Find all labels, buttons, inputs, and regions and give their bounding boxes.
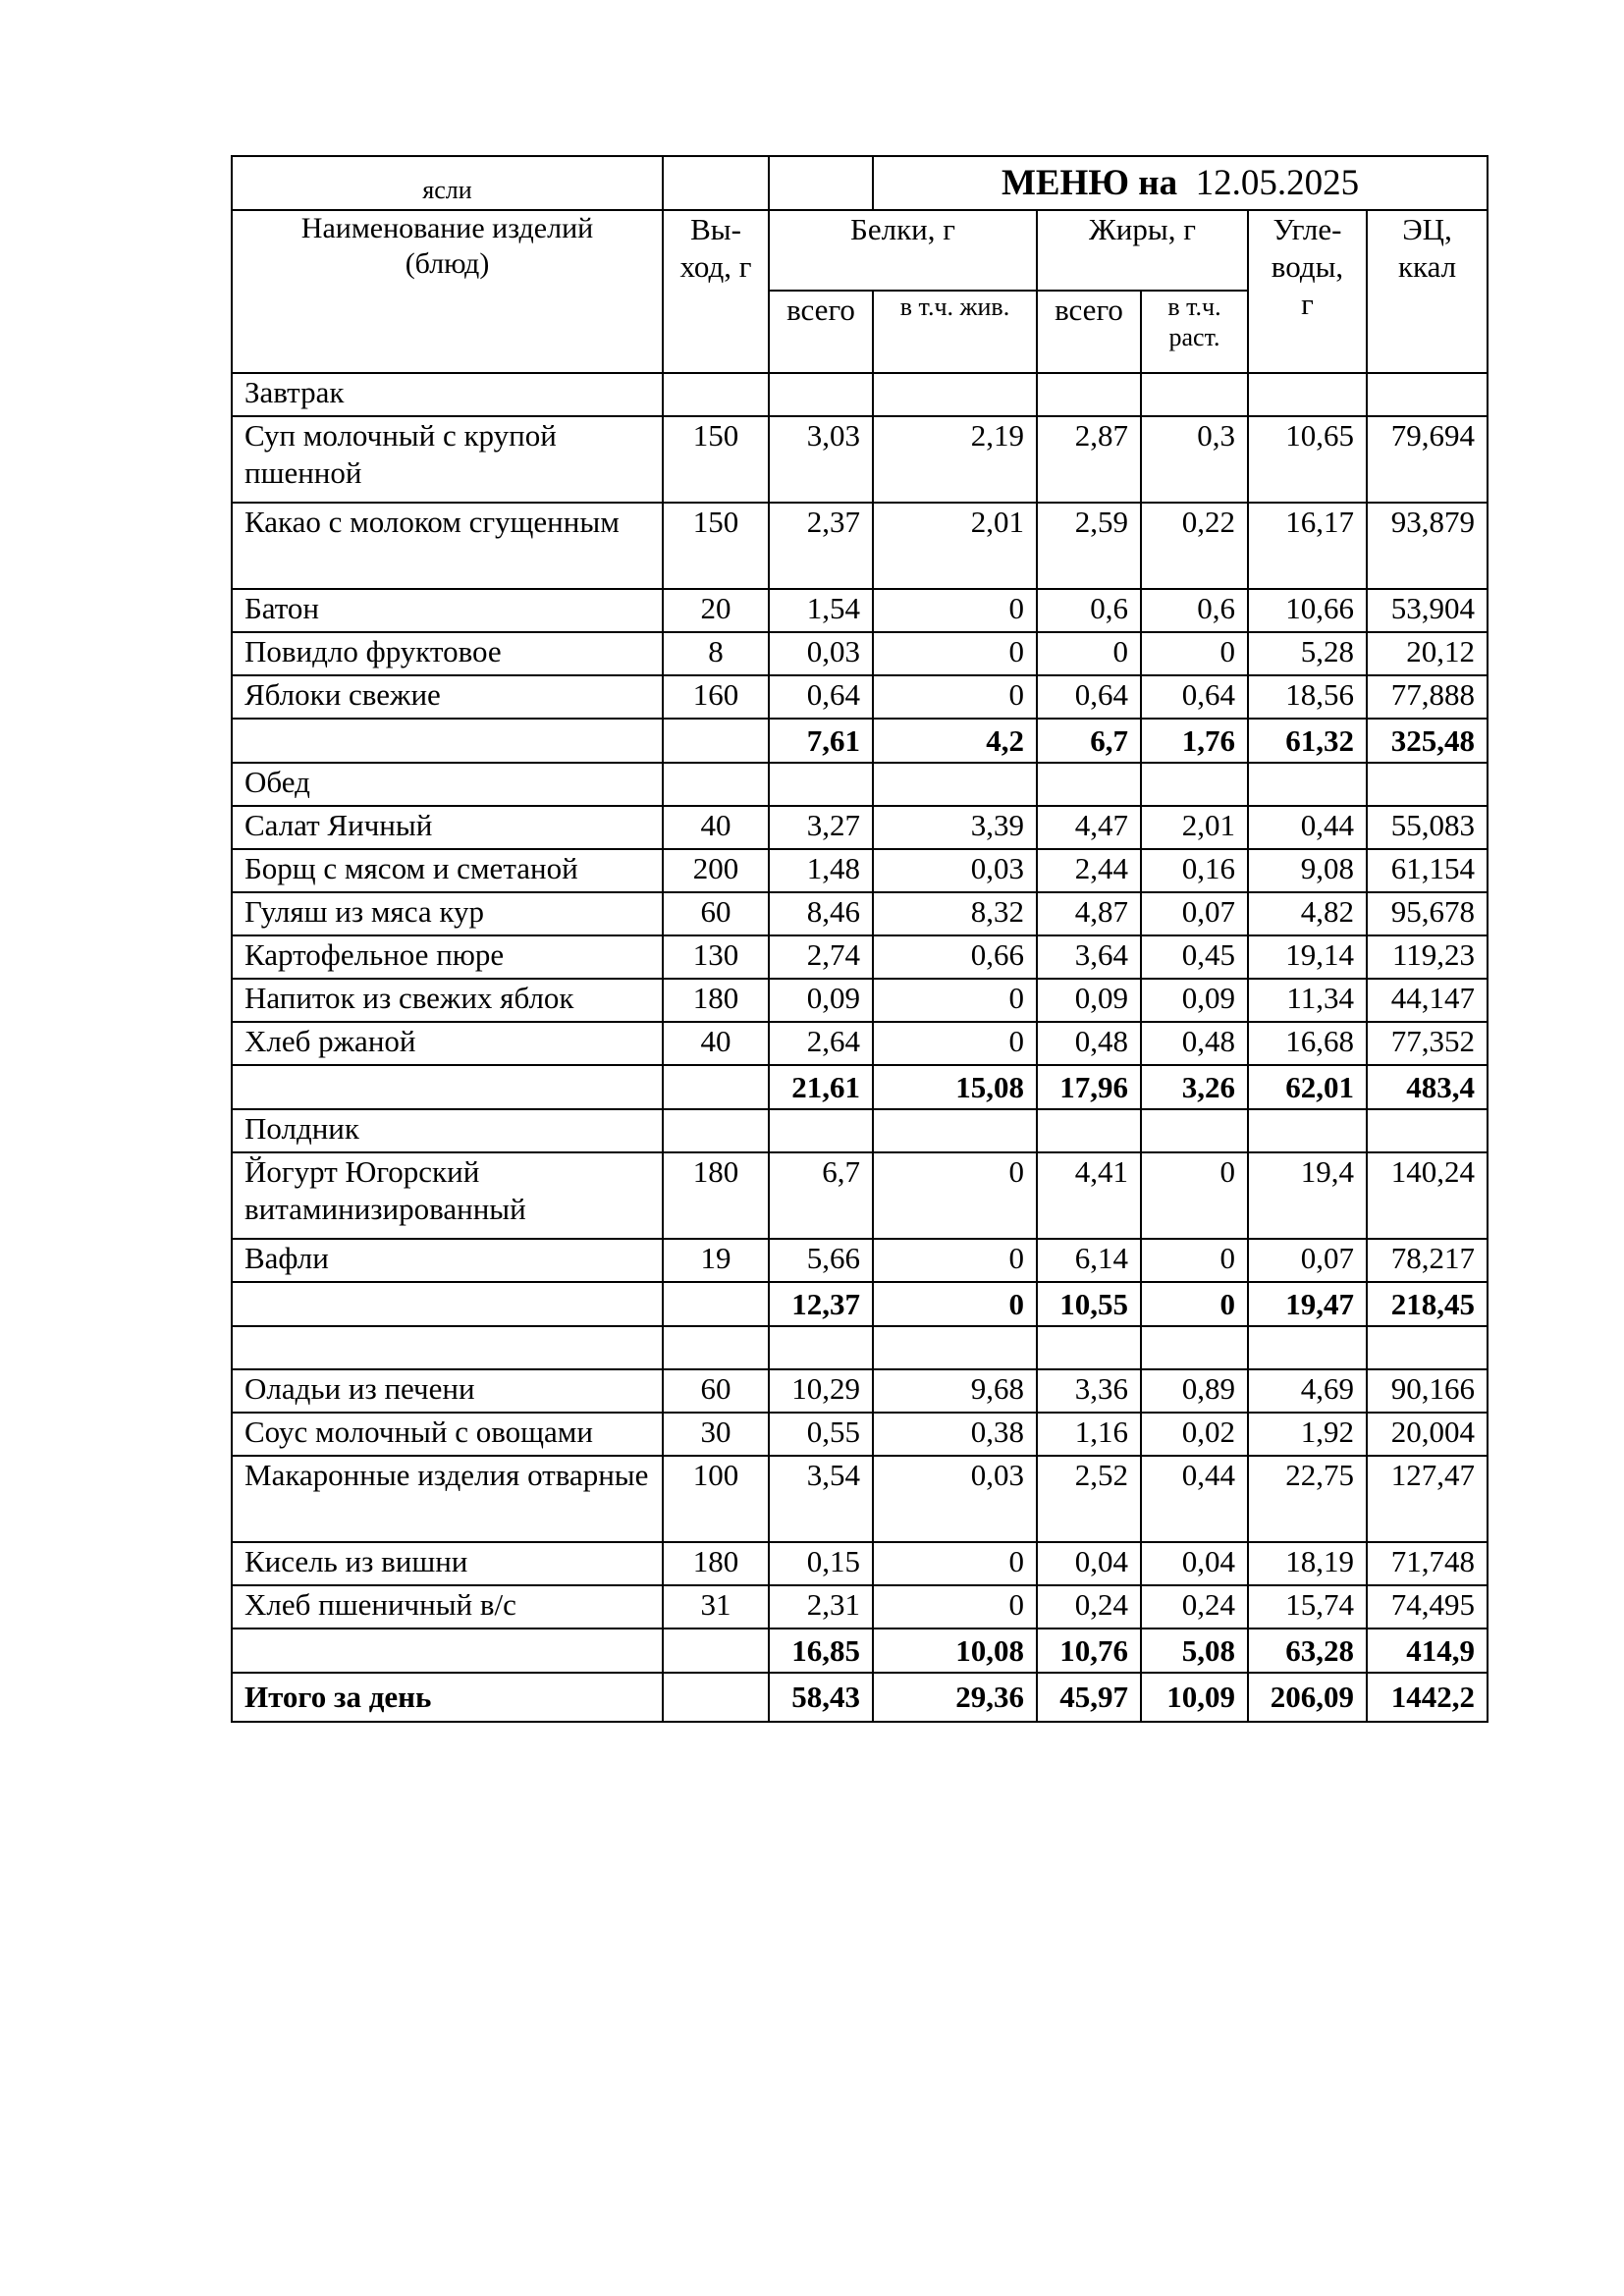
empty-cell xyxy=(1141,763,1248,806)
proteins-value: 3,03 xyxy=(769,416,873,503)
proteins-animal-value: 8,32 xyxy=(873,892,1037,935)
empty-cell xyxy=(769,373,873,416)
dish-name: Суп молочный с крупой пшенной xyxy=(232,416,663,503)
dish-name: Батон xyxy=(232,589,663,632)
col-header-proteins-animal: в т.ч. жив. xyxy=(873,291,1037,373)
empty-cell xyxy=(1248,763,1367,806)
yield-value: 30 xyxy=(663,1413,769,1456)
fats-plant-value: 0,45 xyxy=(1141,935,1248,979)
fats-plant-value: 0 xyxy=(1141,1239,1248,1282)
energy-value: 78,217 xyxy=(1367,1239,1488,1282)
carbs-value: 16,17 xyxy=(1248,503,1367,589)
proteins-value: 0,15 xyxy=(769,1542,873,1585)
empty-cell xyxy=(663,1673,769,1722)
empty-cell xyxy=(873,763,1037,806)
fats-plant-value: 0 xyxy=(1141,632,1248,675)
empty-cell xyxy=(1141,1326,1248,1369)
energy-value: 20,12 xyxy=(1367,632,1488,675)
section-title: Обед xyxy=(232,763,663,806)
fats-value: 0,24 xyxy=(1037,1585,1141,1629)
section-title: Завтрак xyxy=(232,373,663,416)
proteins-value: 0,03 xyxy=(769,632,873,675)
fats-value: 4,87 xyxy=(1037,892,1141,935)
empty-header-cell xyxy=(663,156,769,210)
total-proteins-animal-value: 15,08 xyxy=(873,1065,1037,1109)
yield-value: 8 xyxy=(663,632,769,675)
grand-total-energy-value: 1442,2 xyxy=(1367,1673,1488,1722)
empty-cell xyxy=(1037,763,1141,806)
total-proteins-value: 7,61 xyxy=(769,719,873,763)
proteins-animal-value: 0,66 xyxy=(873,935,1037,979)
empty-cell xyxy=(663,1282,769,1326)
energy-value: 140,24 xyxy=(1367,1152,1488,1239)
proteins-animal-value: 0 xyxy=(873,1542,1037,1585)
fats-plant-value: 0,07 xyxy=(1141,892,1248,935)
fats-value: 3,36 xyxy=(1037,1369,1141,1413)
group-label: ясли xyxy=(232,156,663,210)
fats-value: 4,41 xyxy=(1037,1152,1141,1239)
empty-cell xyxy=(663,763,769,806)
table-row xyxy=(232,935,1488,979)
table-row xyxy=(232,1239,1488,1282)
empty-cell xyxy=(663,1065,769,1109)
proteins-value: 3,54 xyxy=(769,1456,873,1542)
empty-cell xyxy=(1367,763,1488,806)
empty-cell xyxy=(663,719,769,763)
menu-label: МЕНЮ на xyxy=(1001,162,1178,203)
table-row xyxy=(232,1413,1488,1456)
carbs-value: 9,08 xyxy=(1248,849,1367,892)
energy-value: 95,678 xyxy=(1367,892,1488,935)
fats-plant-value: 0,24 xyxy=(1141,1585,1248,1629)
section-title xyxy=(232,1326,663,1369)
empty-cell xyxy=(1037,373,1141,416)
carbs-value: 11,34 xyxy=(1248,979,1367,1022)
yield-value: 180 xyxy=(663,979,769,1022)
energy-value: 93,879 xyxy=(1367,503,1488,589)
proteins-animal-value: 0 xyxy=(873,1585,1037,1629)
carbs-value: 0,44 xyxy=(1248,806,1367,849)
dish-name: Картофельное пюре xyxy=(232,935,663,979)
yield-value: 20 xyxy=(663,589,769,632)
table-row xyxy=(232,1585,1488,1629)
proteins-animal-value: 0 xyxy=(873,1152,1037,1239)
empty-cell xyxy=(663,1629,769,1673)
dish-name: Салат Яичный xyxy=(232,806,663,849)
grand-total-carbs-value: 206,09 xyxy=(1248,1673,1367,1722)
energy-value: 55,083 xyxy=(1367,806,1488,849)
yield-value: 60 xyxy=(663,892,769,935)
yield-value: 19 xyxy=(663,1239,769,1282)
menu-table xyxy=(231,155,1489,1723)
col-header-proteins-total: всего xyxy=(769,291,873,373)
dish-name: Вафли xyxy=(232,1239,663,1282)
fats-value: 6,14 xyxy=(1037,1239,1141,1282)
col-header-proteins: Белки, г xyxy=(769,210,1037,291)
carbs-value: 16,68 xyxy=(1248,1022,1367,1065)
energy-value: 61,154 xyxy=(1367,849,1488,892)
yield-value: 180 xyxy=(663,1542,769,1585)
empty-cell xyxy=(1248,373,1367,416)
carbs-value: 10,65 xyxy=(1248,416,1367,503)
yield-value: 150 xyxy=(663,416,769,503)
carbs-value: 5,28 xyxy=(1248,632,1367,675)
fats-value: 0,6 xyxy=(1037,589,1141,632)
dish-name: Яблоки свежие xyxy=(232,675,663,719)
col-header-yield: Вы-ход, г xyxy=(663,210,769,373)
fats-value: 2,87 xyxy=(1037,416,1141,503)
empty-cell xyxy=(232,719,663,763)
total-fats-value: 10,76 xyxy=(1037,1629,1141,1673)
fats-value: 0,48 xyxy=(1037,1022,1141,1065)
total-proteins-value: 12,37 xyxy=(769,1282,873,1326)
proteins-animal-value: 3,39 xyxy=(873,806,1037,849)
yield-value: 40 xyxy=(663,1022,769,1065)
col-header-carbs: Угле-воды, г xyxy=(1248,210,1367,373)
proteins-value: 8,46 xyxy=(769,892,873,935)
fats-value: 0,64 xyxy=(1037,675,1141,719)
empty-cell xyxy=(663,373,769,416)
grand-total-proteins-animal-value: 29,36 xyxy=(873,1673,1037,1722)
table-row xyxy=(232,632,1488,675)
carbs-value: 4,69 xyxy=(1248,1369,1367,1413)
fats-value: 4,47 xyxy=(1037,806,1141,849)
proteins-value: 1,54 xyxy=(769,589,873,632)
energy-value: 119,23 xyxy=(1367,935,1488,979)
fats-value: 0,09 xyxy=(1037,979,1141,1022)
total-carbs-value: 61,32 xyxy=(1248,719,1367,763)
section-total-row xyxy=(232,1629,1488,1673)
energy-value: 77,888 xyxy=(1367,675,1488,719)
table-row xyxy=(232,416,1488,503)
energy-value: 77,352 xyxy=(1367,1022,1488,1065)
grand-total-label: Итого за день xyxy=(232,1673,663,1722)
empty-cell xyxy=(232,1065,663,1109)
fats-plant-value: 0,09 xyxy=(1141,979,1248,1022)
energy-value: 90,166 xyxy=(1367,1369,1488,1413)
grand-total-proteins-value: 58,43 xyxy=(769,1673,873,1722)
proteins-value: 5,66 xyxy=(769,1239,873,1282)
total-fats-plant-value: 0 xyxy=(1141,1282,1248,1326)
dish-name: Макаронные изделия отварные xyxy=(232,1456,663,1542)
col-header-fats-plant: в т.ч. раст. xyxy=(1141,291,1248,373)
energy-value: 127,47 xyxy=(1367,1456,1488,1542)
empty-cell xyxy=(663,1326,769,1369)
empty-cell xyxy=(769,763,873,806)
table-row xyxy=(232,675,1488,719)
table-row xyxy=(232,979,1488,1022)
grand-total-fats-value: 45,97 xyxy=(1037,1673,1141,1722)
carbs-value: 19,4 xyxy=(1248,1152,1367,1239)
total-energy-value: 218,45 xyxy=(1367,1282,1488,1326)
proteins-value: 10,29 xyxy=(769,1369,873,1413)
fats-plant-value: 0,16 xyxy=(1141,849,1248,892)
empty-cell xyxy=(232,1629,663,1673)
proteins-animal-value: 0,38 xyxy=(873,1413,1037,1456)
fats-plant-value: 0,04 xyxy=(1141,1542,1248,1585)
empty-cell xyxy=(1367,1109,1488,1152)
total-fats-value: 10,55 xyxy=(1037,1282,1141,1326)
section-total-row xyxy=(232,1282,1488,1326)
menu-date: 12.05.2025 xyxy=(1195,162,1360,203)
table-row xyxy=(232,589,1488,632)
empty-cell xyxy=(1037,1109,1141,1152)
total-proteins-animal-value: 0 xyxy=(873,1282,1037,1326)
total-carbs-value: 63,28 xyxy=(1248,1629,1367,1673)
energy-value: 74,495 xyxy=(1367,1585,1488,1629)
energy-value: 20,004 xyxy=(1367,1413,1488,1456)
yield-value: 150 xyxy=(663,503,769,589)
empty-cell xyxy=(769,1109,873,1152)
proteins-value: 3,27 xyxy=(769,806,873,849)
carbs-value: 18,19 xyxy=(1248,1542,1367,1585)
table-row xyxy=(232,1022,1488,1065)
empty-cell xyxy=(232,1282,663,1326)
carbs-value: 10,66 xyxy=(1248,589,1367,632)
dish-name: Напиток из свежих яблок xyxy=(232,979,663,1022)
section-total-row xyxy=(232,1065,1488,1109)
section-total-row xyxy=(232,719,1488,763)
total-fats-value: 6,7 xyxy=(1037,719,1141,763)
proteins-animal-value: 2,01 xyxy=(873,503,1037,589)
fats-plant-value: 0,48 xyxy=(1141,1022,1248,1065)
carbs-value: 19,14 xyxy=(1248,935,1367,979)
fats-plant-value: 0,22 xyxy=(1141,503,1248,589)
grand-total-row xyxy=(232,1673,1488,1722)
total-proteins-value: 21,61 xyxy=(769,1065,873,1109)
proteins-animal-value: 0 xyxy=(873,1239,1037,1282)
proteins-animal-value: 0 xyxy=(873,589,1037,632)
dish-name: Оладьи из печени xyxy=(232,1369,663,1413)
empty-cell xyxy=(1248,1109,1367,1152)
proteins-animal-value: 9,68 xyxy=(873,1369,1037,1413)
col-header-fats: Жиры, г xyxy=(1037,210,1248,291)
proteins-animal-value: 0,03 xyxy=(873,1456,1037,1542)
empty-cell xyxy=(663,1109,769,1152)
dish-name: Йогурт Югорский витаминизированный xyxy=(232,1152,663,1239)
dish-name: Хлеб пшеничный в/с xyxy=(232,1585,663,1629)
carbs-value: 4,82 xyxy=(1248,892,1367,935)
fats-value: 2,52 xyxy=(1037,1456,1141,1542)
section-row xyxy=(232,1326,1488,1369)
proteins-value: 0,09 xyxy=(769,979,873,1022)
dish-name: Кисель из вишни xyxy=(232,1542,663,1585)
proteins-value: 2,31 xyxy=(769,1585,873,1629)
fats-value: 3,64 xyxy=(1037,935,1141,979)
dish-name: Повидло фруктовое xyxy=(232,632,663,675)
total-fats-plant-value: 3,26 xyxy=(1141,1065,1248,1109)
fats-plant-value: 0,3 xyxy=(1141,416,1248,503)
fats-plant-value: 0,89 xyxy=(1141,1369,1248,1413)
dish-name: Какао с молоком сгущенным xyxy=(232,503,663,589)
proteins-value: 2,74 xyxy=(769,935,873,979)
table-row xyxy=(232,1152,1488,1239)
fats-value: 2,59 xyxy=(1037,503,1141,589)
total-energy-value: 483,4 xyxy=(1367,1065,1488,1109)
total-fats-value: 17,96 xyxy=(1037,1065,1141,1109)
total-carbs-value: 19,47 xyxy=(1248,1282,1367,1326)
empty-cell xyxy=(1248,1326,1367,1369)
fats-value: 0 xyxy=(1037,632,1141,675)
empty-cell xyxy=(1141,373,1248,416)
section-title: Полдник xyxy=(232,1109,663,1152)
empty-cell xyxy=(873,373,1037,416)
yield-value: 130 xyxy=(663,935,769,979)
table-row xyxy=(232,1456,1488,1542)
proteins-animal-value: 0 xyxy=(873,1022,1037,1065)
fats-plant-value: 0,6 xyxy=(1141,589,1248,632)
table-row xyxy=(232,849,1488,892)
total-energy-value: 414,9 xyxy=(1367,1629,1488,1673)
empty-cell xyxy=(873,1109,1037,1152)
proteins-value: 2,37 xyxy=(769,503,873,589)
dish-name: Гуляш из мяса кур xyxy=(232,892,663,935)
empty-cell xyxy=(1037,1326,1141,1369)
yield-value: 200 xyxy=(663,849,769,892)
carbs-value: 18,56 xyxy=(1248,675,1367,719)
fats-value: 0,04 xyxy=(1037,1542,1141,1585)
yield-value: 100 xyxy=(663,1456,769,1542)
empty-cell xyxy=(1367,1326,1488,1369)
yield-value: 40 xyxy=(663,806,769,849)
empty-cell xyxy=(873,1326,1037,1369)
proteins-value: 6,7 xyxy=(769,1152,873,1239)
empty-header-cell xyxy=(769,156,873,210)
yield-value: 60 xyxy=(663,1369,769,1413)
energy-value: 71,748 xyxy=(1367,1542,1488,1585)
dish-name: Соус молочный с овощами xyxy=(232,1413,663,1456)
proteins-value: 1,48 xyxy=(769,849,873,892)
col-header-energy: ЭЦ, ккал xyxy=(1367,210,1488,373)
total-fats-plant-value: 5,08 xyxy=(1141,1629,1248,1673)
proteins-animal-value: 2,19 xyxy=(873,416,1037,503)
fats-plant-value: 0,64 xyxy=(1141,675,1248,719)
energy-value: 53,904 xyxy=(1367,589,1488,632)
fats-plant-value: 2,01 xyxy=(1141,806,1248,849)
carbs-value: 0,07 xyxy=(1248,1239,1367,1282)
fats-plant-value: 0 xyxy=(1141,1152,1248,1239)
fats-plant-value: 0,02 xyxy=(1141,1413,1248,1456)
yield-value: 180 xyxy=(663,1152,769,1239)
table-row xyxy=(232,806,1488,849)
total-proteins-value: 16,85 xyxy=(769,1629,873,1673)
table-row xyxy=(232,503,1488,589)
menu-title xyxy=(873,156,1488,210)
carbs-value: 22,75 xyxy=(1248,1456,1367,1542)
total-energy-value: 325,48 xyxy=(1367,719,1488,763)
section-row xyxy=(232,373,1488,416)
proteins-animal-value: 0 xyxy=(873,675,1037,719)
proteins-value: 0,55 xyxy=(769,1413,873,1456)
fats-value: 1,16 xyxy=(1037,1413,1141,1456)
total-fats-plant-value: 1,76 xyxy=(1141,719,1248,763)
section-row xyxy=(232,763,1488,806)
col-header-fats-total: всего xyxy=(1037,291,1141,373)
yield-value: 160 xyxy=(663,675,769,719)
empty-cell xyxy=(769,1326,873,1369)
carbs-value: 15,74 xyxy=(1248,1585,1367,1629)
empty-cell xyxy=(1367,373,1488,416)
table-row xyxy=(232,1542,1488,1585)
fats-plant-value: 0,44 xyxy=(1141,1456,1248,1542)
section-row xyxy=(232,1109,1488,1152)
proteins-value: 0,64 xyxy=(769,675,873,719)
grand-total-fats-plant-value: 10,09 xyxy=(1141,1673,1248,1722)
yield-value: 31 xyxy=(663,1585,769,1629)
proteins-animal-value: 0,03 xyxy=(873,849,1037,892)
proteins-animal-value: 0 xyxy=(873,632,1037,675)
total-carbs-value: 62,01 xyxy=(1248,1065,1367,1109)
energy-value: 44,147 xyxy=(1367,979,1488,1022)
carbs-value: 1,92 xyxy=(1248,1413,1367,1456)
proteins-animal-value: 0 xyxy=(873,979,1037,1022)
energy-value: 79,694 xyxy=(1367,416,1488,503)
total-proteins-animal-value: 4,2 xyxy=(873,719,1037,763)
empty-cell xyxy=(1141,1109,1248,1152)
total-proteins-animal-value: 10,08 xyxy=(873,1629,1037,1673)
dish-name: Хлеб ржаной xyxy=(232,1022,663,1065)
proteins-value: 2,64 xyxy=(769,1022,873,1065)
table-row xyxy=(232,892,1488,935)
table-row xyxy=(232,1369,1488,1413)
col-header-name: Наименование изделий (блюд) xyxy=(232,210,663,373)
fats-value: 2,44 xyxy=(1037,849,1141,892)
dish-name: Борщ с мясом и сметаной xyxy=(232,849,663,892)
